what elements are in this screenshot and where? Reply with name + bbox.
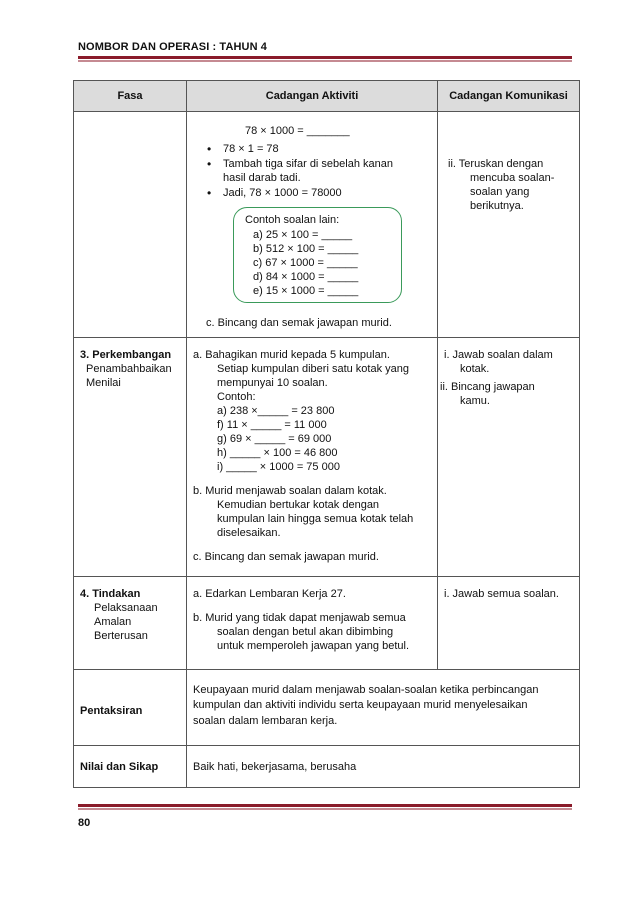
assessment-line: soalan dalam lembaran kerja.: [193, 715, 338, 727]
activity-cell: [187, 577, 438, 670]
phase-cell-empty: [74, 112, 187, 338]
table-row: [74, 746, 580, 788]
activity-c: c. Bincang dan semak jawapan murid.: [206, 317, 392, 329]
activity-a-line: Contoh:: [217, 391, 256, 403]
phase-sub: Pelaksanaan: [94, 602, 158, 614]
values-label: Nilai dan Sikap: [80, 761, 159, 773]
header-rule: [78, 56, 572, 59]
communication-cell: [438, 577, 580, 670]
bullet-item: • Tambah tiga sifar di sebelah kanan: [223, 157, 393, 171]
bullet-item: • 78 × 1 = 78: [223, 142, 279, 156]
phase-sub: Berterusan: [94, 630, 148, 642]
table-row: [74, 112, 580, 338]
bullet-continuation: hasil darab tadi.: [223, 172, 301, 184]
header-komunikasi: Cadangan Komunikasi: [438, 81, 580, 112]
assessment-label: Pentaksiran: [80, 705, 143, 717]
footer-rule: [78, 804, 572, 807]
footer-rule-accent: [78, 808, 572, 810]
comm-line: i. Jawab semua soalan.: [444, 588, 559, 600]
activity-b: b. Murid yang tidak dapat menjawab semua: [193, 612, 406, 624]
example-item: g) 69 × _____ = 69 000: [217, 433, 332, 445]
values-text-cell: [187, 746, 580, 788]
comm-line: ii. Teruskan dengan: [448, 158, 544, 170]
activity-c: c. Bincang dan semak jawapan murid.: [193, 551, 379, 563]
comm-line: mencuba soalan-: [470, 172, 555, 184]
header-fasa: Fasa: [74, 81, 187, 112]
communication-cell: [438, 338, 580, 577]
comm-line: ii. Bincang jawapan: [440, 381, 535, 393]
label-cell: [74, 670, 187, 746]
table-row: [74, 338, 580, 577]
table-header-row: [74, 81, 580, 112]
activity-a: a. Edarkan Lembaran Kerja 27.: [193, 588, 346, 600]
activity-b-line: diselesaikan.: [217, 527, 281, 539]
phase-title: 3. Perkembangan: [80, 349, 172, 361]
activity-a-line: Setiap kumpulan diberi satu kotak yang: [217, 363, 410, 375]
activity-b-line: kumpulan lain hingga semua kotak telah: [217, 513, 414, 525]
activity-b: b. Murid menjawab soalan dalam kotak.: [193, 485, 387, 497]
header-rule-accent: [78, 60, 572, 62]
bullet-item: • Jadi, 78 × 1000 = 78000: [223, 186, 342, 200]
page-header-title: NOMBOR DAN OPERASI : TAHUN 4: [78, 41, 267, 53]
phase-cell: [74, 577, 187, 670]
comm-line: kotak.: [460, 363, 490, 375]
lesson-plan-table: [73, 80, 580, 788]
activity-cell: [187, 112, 438, 338]
example-item: f) 11 × _____ = 11 000: [217, 419, 327, 431]
activity-cell: [187, 338, 438, 577]
comm-line: soalan yang: [470, 186, 530, 198]
communication-cell: [438, 112, 580, 338]
header-aktiviti: Cadangan Aktiviti: [187, 81, 438, 112]
assessment-line: Keupayaan murid dalam menjawab soalan-soalan ketika perbincangan: [193, 684, 539, 696]
phase-cell: [74, 338, 187, 577]
activity-a-line: mempunyai 10 soalan.: [217, 377, 328, 389]
activity-b-line: Kemudian bertukar kotak dengan: [217, 499, 380, 511]
example-item: d) 84 × 1000 = _____: [253, 271, 359, 283]
example-item: a) 25 × 100 = _____: [253, 229, 353, 241]
comm-line: berikutnya.: [470, 200, 524, 212]
activity-b-line: soalan dengan betul akan dibimbing: [217, 626, 394, 638]
table-row: [74, 577, 580, 670]
activity-a: a. Bahagikan murid kepada 5 kumpulan.: [193, 349, 390, 361]
values-text: Baik hati, bekerjasama, berusaha: [193, 761, 357, 773]
comm-line: kamu.: [460, 395, 490, 407]
assessment-text-cell: [187, 670, 580, 746]
table-row: [74, 670, 580, 746]
comm-line: i. Jawab soalan dalam: [444, 349, 553, 361]
phase-sub: Menilai: [86, 377, 121, 389]
phase-sub: Amalan: [94, 616, 132, 628]
phase-sub: Penambahbaikan: [86, 363, 172, 375]
assessment-line: kumpulan dan aktiviti individu serta keupayaan murid menyelesaikan: [193, 699, 528, 711]
equation: 78 × 1000 = _______: [245, 125, 350, 137]
example-item: i) _____ × 1000 = 75 000: [217, 461, 340, 473]
activity-b-line: untuk memperoleh jawapan yang betul.: [217, 640, 410, 652]
page-number: 80: [78, 817, 91, 829]
example-item: c) 67 × 1000 = _____: [253, 257, 358, 269]
phase-title: 4. Tindakan: [80, 588, 141, 600]
example-item: e) 15 × 1000 = _____: [253, 285, 359, 297]
example-title: Contoh soalan lain:: [245, 214, 340, 226]
example-item: h) _____ × 100 = 46 800: [217, 447, 338, 459]
example-item: a) 238 ×_____ = 23 800: [217, 405, 335, 417]
example-item: b) 512 × 100 = _____: [253, 243, 359, 255]
label-cell: [74, 746, 187, 788]
